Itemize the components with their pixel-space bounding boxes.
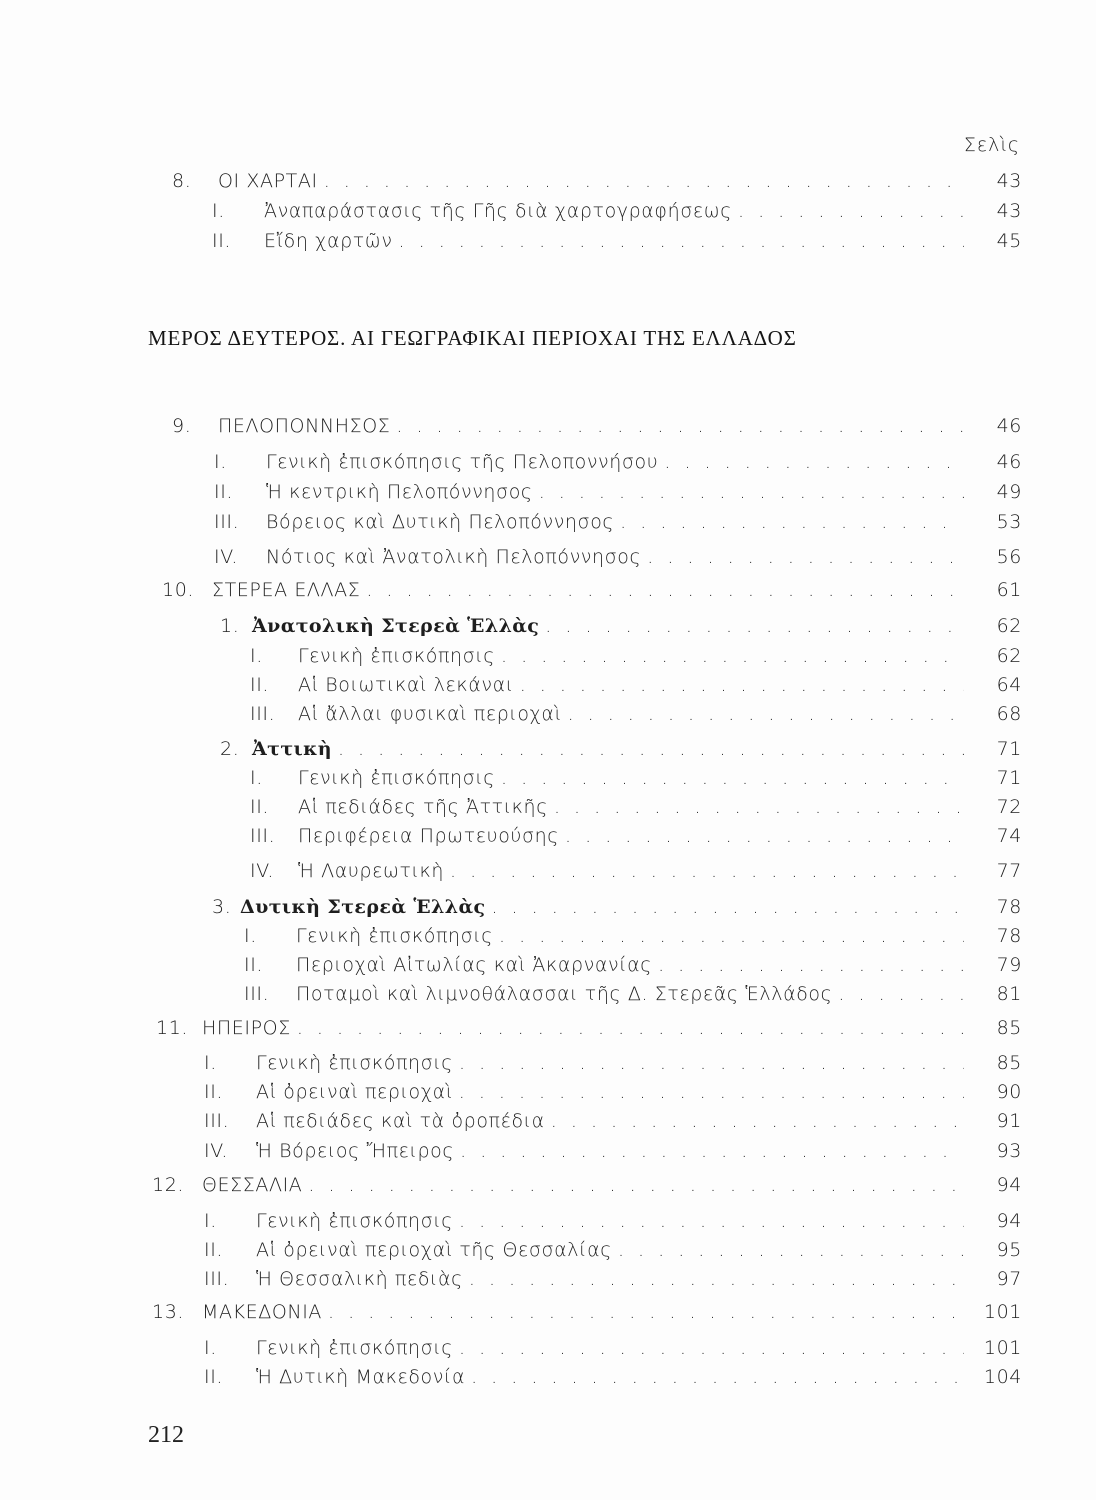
toc-section <box>220 611 1022 641</box>
entry-number: II. <box>212 230 232 252</box>
entry-title: Γενικὴ ἐπισκόπησις τῆς Πελοποννήσου <box>266 451 659 473</box>
entry-title: Ἡ Λαυρεωτικὴ <box>298 860 444 882</box>
toc-entry <box>250 792 1022 822</box>
entry-number: I. <box>204 1052 217 1074</box>
entry-number: I. <box>212 200 225 222</box>
entry-page: 46 <box>996 415 1022 437</box>
entry-page: 91 <box>996 1110 1022 1132</box>
entry-page: 72 <box>996 796 1022 818</box>
entry-page: 97 <box>996 1268 1022 1290</box>
toc-entry <box>212 226 1022 256</box>
toc-entry-chapter-9 <box>172 411 1022 441</box>
entry-page: 104 <box>983 1366 1022 1388</box>
leader-dots <box>647 542 964 572</box>
entry-title: Γενικὴ ἐπισκόπησις <box>298 767 496 789</box>
leader-dots <box>501 641 964 671</box>
entry-title: Αἱ ἄλλαι φυσικαὶ περιοχαὶ <box>298 703 562 725</box>
entry-number: I. <box>204 1337 217 1359</box>
entry-title: Νότιος καὶ Ἀνατολικὴ Πελοπόννησος <box>266 546 642 568</box>
toc-entry <box>214 477 1022 507</box>
entry-page: 62 <box>996 645 1022 667</box>
toc-entry <box>204 1235 1022 1265</box>
page-number: 212 <box>148 1422 184 1448</box>
entry-page: 78 <box>996 925 1022 947</box>
toc-entry <box>244 921 1022 951</box>
entry-title: Γενικὴ ἐπισκόπησις <box>256 1052 454 1074</box>
entry-title: ΠΕΛΟΠΟΝΝΗΣΟΣ <box>218 415 391 437</box>
entry-number: 2. <box>220 738 240 760</box>
page-column-label: Σελὶς <box>963 134 1020 156</box>
entry-number: 3. <box>212 896 232 918</box>
entry-title: ΣΤΕΡΕΑ ΕΛΛΑΣ <box>212 579 361 601</box>
entry-title: Δυτικὴ Στερεὰ Ἑλλὰς <box>240 896 486 918</box>
entry-number: I. <box>204 1210 217 1232</box>
leader-dots <box>396 411 964 441</box>
toc-entry-chapter-8 <box>172 166 1022 196</box>
leader-dots <box>551 1106 964 1136</box>
toc-entry-chapter-10 <box>162 575 1022 605</box>
leader-dots <box>460 1136 964 1166</box>
entry-page: 85 <box>996 1017 1022 1039</box>
entry-page: 78 <box>996 896 1022 918</box>
entry-page: 53 <box>996 511 1022 533</box>
entry-title: Ποταμοὶ καὶ λιμνοθάλασσαι τῆς Δ. Στερεᾶς Ἑλλάδος <box>296 983 833 1005</box>
entry-number: I. <box>244 925 257 947</box>
entry-number: I. <box>250 645 263 667</box>
toc-entry <box>204 1077 1022 1107</box>
entry-number: 11. <box>156 1017 189 1039</box>
entry-number: 12. <box>152 1174 185 1196</box>
leader-dots <box>450 856 964 886</box>
entry-title: Περιφέρεια Πρωτευούσης <box>298 825 560 847</box>
entry-number: 9. <box>172 415 192 437</box>
entry-page: 71 <box>996 767 1022 789</box>
leader-dots <box>539 477 964 507</box>
toc-entry <box>214 542 1022 572</box>
entry-title: Ἡ Θεσσαλικὴ πεδιὰς <box>256 1268 463 1290</box>
toc-entry <box>204 1333 1022 1363</box>
entry-title: Περιοχαὶ Αἰτωλίας καὶ Ἀκαρνανίας <box>296 954 653 976</box>
toc-entry <box>244 979 1022 1009</box>
toc-entry <box>204 1362 1022 1392</box>
leader-dots <box>308 1170 964 1200</box>
entry-number: IV. <box>250 860 274 882</box>
entry-title: Ἡ Βόρειος Ἤπειρος <box>256 1140 455 1162</box>
toc-entry <box>250 641 1022 671</box>
leader-dots <box>324 166 964 196</box>
entry-title: Βόρειος καὶ Δυτικὴ Πελοπόννησος <box>266 511 615 533</box>
entry-page: 101 <box>983 1337 1022 1359</box>
entry-title: Αἱ Βοιωτικαὶ λεκάναι <box>298 674 514 696</box>
entry-title: Ἀττικὴ <box>252 738 332 760</box>
leader-dots <box>459 1048 964 1078</box>
entry-title: Γενικὴ ἐπισκόπησις <box>256 1210 454 1232</box>
toc-entry <box>250 856 1022 886</box>
entry-title: Γενικὴ ἐπισκόπησις <box>298 645 496 667</box>
entry-number: III. <box>250 703 276 725</box>
toc-entry-chapter-13 <box>152 1297 1022 1327</box>
leader-dots <box>738 196 964 226</box>
entry-page: 64 <box>996 674 1022 696</box>
toc-entry <box>250 699 1022 729</box>
entry-number: III. <box>204 1110 230 1132</box>
leader-dots <box>471 1362 964 1392</box>
entry-number: III. <box>204 1268 230 1290</box>
leader-dots <box>664 447 964 477</box>
entry-page: 45 <box>996 230 1022 252</box>
entry-number: 13. <box>152 1301 185 1323</box>
entry-title: Εἴδη χαρτῶν <box>264 230 393 252</box>
entry-title: ΟΙ ΧΑΡΤΑΙ <box>218 170 318 192</box>
toc-entry <box>214 507 1022 537</box>
entry-page: 77 <box>996 860 1022 882</box>
entry-number: II. <box>250 674 270 696</box>
entry-title: Γενικὴ ἐπισκόπησις <box>296 925 494 947</box>
leader-dots <box>565 821 964 851</box>
leader-dots <box>838 979 964 1009</box>
entry-title: ΜΑΚΕΔΟΝΙΑ <box>202 1301 323 1323</box>
leader-dots <box>459 1077 964 1107</box>
entry-number: IV. <box>214 546 238 568</box>
entry-page: 46 <box>996 451 1022 473</box>
leader-dots <box>366 575 964 605</box>
entry-page: 68 <box>996 703 1022 725</box>
leader-dots <box>501 763 964 793</box>
entry-page: 43 <box>996 170 1022 192</box>
entry-number: III. <box>244 983 270 1005</box>
entry-page: 94 <box>996 1210 1022 1232</box>
leader-dots <box>399 226 964 256</box>
toc-entry <box>204 1106 1022 1136</box>
leader-dots <box>658 950 964 980</box>
entry-number: II. <box>250 796 270 818</box>
entry-title: ΗΠΕΙΡΟΣ <box>202 1017 291 1039</box>
entry-number: 1. <box>220 615 240 637</box>
entry-number: I. <box>214 451 227 473</box>
entry-page: 79 <box>996 954 1022 976</box>
entry-page: 101 <box>983 1301 1022 1323</box>
entry-page: 85 <box>996 1052 1022 1074</box>
leader-dots <box>459 1333 964 1363</box>
entry-title: Αἱ ὀρειναὶ περιοχαὶ <box>256 1081 453 1103</box>
toc-entry-chapter-12 <box>152 1170 1022 1200</box>
entry-page: 95 <box>996 1239 1022 1261</box>
entry-page: 74 <box>996 825 1022 847</box>
entry-number: II. <box>244 954 264 976</box>
entry-number: II. <box>204 1081 224 1103</box>
entry-number: 8. <box>172 170 192 192</box>
entry-number: 10. <box>162 579 195 601</box>
toc-entry <box>204 1048 1022 1078</box>
entry-title: ΘΕΣΣΑΛΙΑ <box>202 1174 303 1196</box>
entry-title: Ἡ κεντρικὴ Πελοπόννησος <box>266 481 533 503</box>
entry-title: Ἡ Δυτικὴ Μακεδονία <box>256 1366 466 1388</box>
entry-page: 71 <box>996 738 1022 760</box>
leader-dots <box>499 921 964 951</box>
entry-title: Αἱ πεδιάδες τῆς Ἀττικῆς <box>298 796 548 818</box>
entry-number: III. <box>250 825 276 847</box>
entry-number: II. <box>204 1239 224 1261</box>
leader-dots <box>520 670 964 700</box>
toc-entry <box>214 447 1022 477</box>
entry-page: 93 <box>996 1140 1022 1162</box>
entry-number: II. <box>204 1366 224 1388</box>
toc-entry <box>244 950 1022 980</box>
toc-entry <box>250 670 1022 700</box>
entry-page: 94 <box>996 1174 1022 1196</box>
entry-page: 56 <box>996 546 1022 568</box>
toc-entry <box>250 763 1022 793</box>
toc-entry <box>212 196 1022 226</box>
toc-entry <box>204 1136 1022 1166</box>
leader-dots <box>459 1206 964 1236</box>
entry-title: Γενικὴ ἐπισκόπησις <box>256 1337 454 1359</box>
entry-page: 90 <box>996 1081 1022 1103</box>
toc-entry <box>250 821 1022 851</box>
entry-page: 49 <box>996 481 1022 503</box>
entry-number: IV. <box>204 1140 228 1162</box>
entry-page: 62 <box>996 615 1022 637</box>
leader-dots <box>328 1297 964 1327</box>
entry-title: Ἀναπαράστασις τῆς Γῆς διὰ χαρτογραφήσεως <box>264 200 732 222</box>
entry-page: 61 <box>996 579 1022 601</box>
entry-title: Ἀνατολικὴ Στερεὰ Ἑλλὰς <box>252 615 540 637</box>
leader-dots <box>568 699 964 729</box>
leader-dots <box>491 892 964 922</box>
leader-dots <box>618 1235 964 1265</box>
leader-dots <box>469 1264 964 1294</box>
leader-dots <box>545 611 964 641</box>
leader-dots <box>297 1013 964 1043</box>
entry-page: 43 <box>996 200 1022 222</box>
entry-number: I. <box>250 767 263 789</box>
leader-dots <box>338 734 964 764</box>
part-heading: ΜΕΡΟΣ ΔΕΥΤΕΡΟΣ. ΑΙ ΓΕΩΓΡΑΦΙΚΑΙ ΠΕΡΙΟΧΑΙ ΤΗΣ ΕΛΛΑΔΟΣ <box>148 326 797 350</box>
entry-page: 81 <box>996 983 1022 1005</box>
entry-title: Αἱ ὀρειναὶ περιοχαὶ τῆς Θεσσαλίας <box>256 1239 612 1261</box>
toc-entry <box>204 1264 1022 1294</box>
entry-number: III. <box>214 511 240 533</box>
toc-section <box>220 734 1022 764</box>
leader-dots <box>620 507 964 537</box>
toc-entry-chapter-11 <box>156 1013 1022 1043</box>
entry-number: II. <box>214 481 234 503</box>
toc-entry <box>204 1206 1022 1236</box>
toc-section <box>212 892 1022 922</box>
leader-dots <box>554 792 964 822</box>
entry-title: Αἱ πεδιάδες καὶ τὰ ὀροπέδια <box>256 1110 545 1132</box>
